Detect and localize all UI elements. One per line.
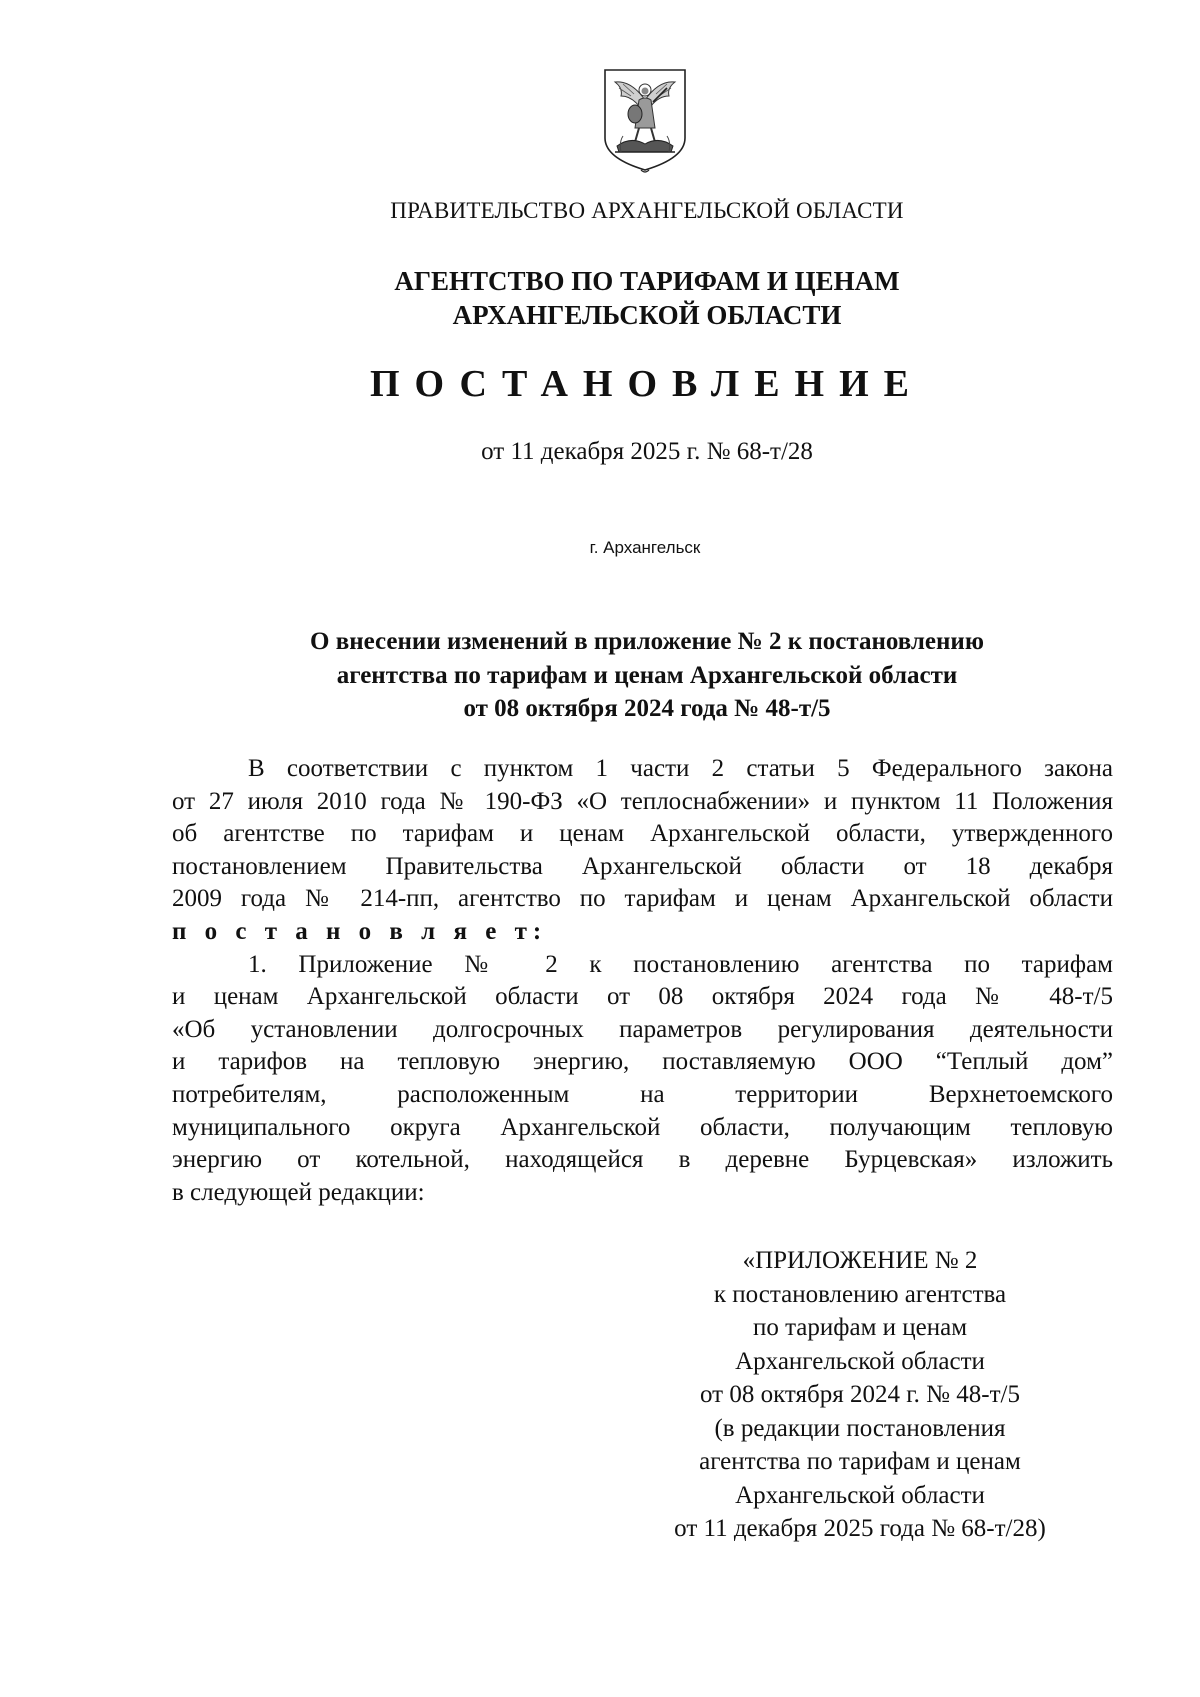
document-city: г. Архангельск (589, 538, 701, 557)
resolves-word (172, 916, 1113, 949)
body-line: 1. Приложение № 2 к постановлению агентства по тарифам (248, 950, 1113, 978)
subject-line: от 08 октября 2024 года № 48-т/5 (463, 695, 831, 722)
appendix-line: Архангельской области (735, 1347, 985, 1375)
arkhangelsk-coat-of-arms-icon (601, 66, 689, 174)
document-subject (0, 625, 1200, 726)
appendix-line: от 11 декабря 2025 года № 68-т/28) (674, 1515, 1046, 1542)
appendix-line: от 08 октября 2024 г. № 48-т/5 (700, 1381, 1020, 1408)
appendix-line: к постановлению агентства (713, 1280, 1007, 1308)
appendix-line: (в редакции постановления (714, 1414, 1006, 1442)
body-line: постановлением Правительства Архангельской области от 18 декабря (172, 852, 1113, 880)
agency-name-line: АГЕНТСТВО ПО ТАРИФАМ И ЦЕНАМ (394, 266, 900, 296)
body-line: 2009 года № 214-пп, агентство по тарифам и ценам Архангельской области (172, 885, 1113, 913)
body-line: потребителям, расположенным на территории Верхнетоемского (172, 1080, 1113, 1108)
appendix-line: агентства по тарифам и ценам (699, 1448, 1021, 1475)
body-line: энергию от котельной, находящейся в деревне Бурцевская» изложить (172, 1146, 1113, 1174)
body-line: «Об установлении долгосрочных параметров регулирования деятельности (172, 1015, 1113, 1043)
body-line: муниципального округа Архангельской области, получающим тепловую (172, 1113, 1113, 1141)
body-line: и ценам Архангельской области от 08 октября 2024 года № 48-т/5 (172, 983, 1113, 1011)
appendix-line: по тарифам и ценам (752, 1314, 968, 1341)
body-line: об агентстве по тарифам и ценам Архангельской области, утвержденного (172, 820, 1113, 848)
body-line: в следующей редакции: (172, 1178, 425, 1206)
agency-name-line: АРХАНГЕЛЬСКОЙ ОБЛАСТИ (452, 300, 842, 330)
subject-line: агентства по тарифам и ценам Архангельской области (336, 661, 958, 689)
agency-name (0, 264, 1200, 332)
body-line: и тарифов на тепловую энергию, поставляемую ООО “Теплый дом” (172, 1048, 1113, 1076)
appendix-line: «ПРИЛОЖЕНИЕ № 2 (742, 1247, 978, 1274)
document-type-title: ПОСТАНОВЛЕНИЕ (369, 363, 925, 405)
body-line: от 27 июля 2010 года № 190-ФЗ «О теплоснабжении» и пунктом 11 Положения (172, 787, 1113, 815)
appendix-header (640, 1244, 1080, 1546)
government-name: ПРАВИТЕЛЬСТВО АРХАНГЕЛЬСКОЙ ОБЛАСТИ (390, 198, 904, 223)
document-body (172, 753, 1113, 1209)
document-date-number: от 11 декабря 2025 г. № 68-т/28 (481, 438, 813, 465)
subject-line: О внесении изменений в приложение № 2 к постановлению (310, 628, 984, 655)
appendix-line: Архангельской области (735, 1481, 985, 1509)
body-line: В соответствии с пунктом 1 части 2 статьи 5 Федерального закона (248, 755, 1113, 782)
resolves-word-text: п о с т а н о в л я е т: (172, 917, 548, 945)
